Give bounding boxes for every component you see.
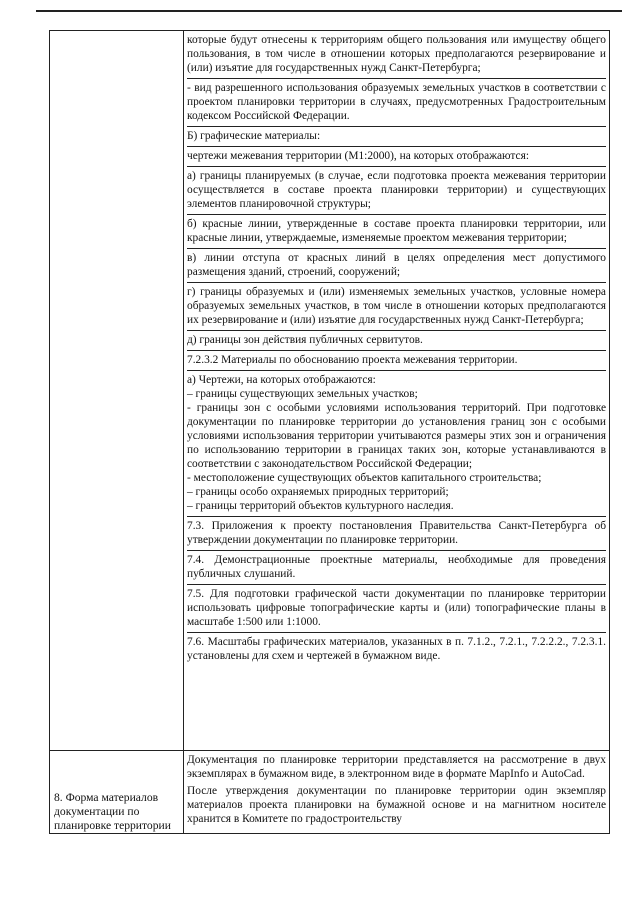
- row-label-cell: [50, 751, 184, 834]
- list-item: - местоположение существующих объектов капитального строительства;: [187, 472, 542, 484]
- paragraph: 7.6. Масштабы графических материалов, указанных в п. 7.1.2., 7.2.1., 7.2.2.2., 7.2.3.1. установлены для схем и чертежей в бумажном виде.: [187, 636, 606, 662]
- table-row: [50, 31, 610, 751]
- requirements-table: [49, 30, 610, 834]
- paragraph: - вид разрешенного использования образуемых земельных участков в соответствии с проектом планировки территории в случаях, предусмотренных Градостроительным кодексом Российской Федерации.: [187, 79, 606, 127]
- page-top-rule: [36, 10, 622, 12]
- table-row: [50, 751, 610, 834]
- paragraph: д) границы зон действия публичных сервитутов.: [187, 331, 606, 351]
- row-content-cell: [184, 31, 610, 751]
- paragraph: Документация по планировке территории представляется на рассмотрение в двух экземплярах в бумажном виде, в электронном виде в формате MapInfo и AutoCad.: [187, 754, 606, 780]
- paragraph: После утверждения документации по планировке территории один экземпляр материалов проекта планировки на бумажной основе и на магнитном носителе хранится в Комитете по градостроительству: [187, 785, 606, 825]
- paragraph: а) границы планируемых (в случае, если подготовка проекта межевания территории осуществляется в составе проекта планировки территории) и существующих элементов планировочной структуры;: [187, 167, 606, 215]
- paragraph: в) линии отступа от красных линий в целях определения мест допустимого размещения зданий, строений, сооружений;: [187, 249, 606, 283]
- list-item: – границы существующих земельных участков;: [187, 388, 418, 400]
- paragraph: б) красные линии, утвержденные в составе проекта планировки территории, или красные линии, утверждаемые, изменяемые проектом межевания территории;: [187, 215, 606, 249]
- paragraph: 7.3. Приложения к проекту постановления Правительства Санкт-Петербурга об утверждении документации по планировке территории.: [187, 517, 606, 551]
- paragraph: 7.4. Демонстрационные проектные материалы, необходимые для проведения публичных слушаний.: [187, 551, 606, 585]
- list-item: – границы особо охраняемых природных территорий;: [187, 486, 449, 498]
- paragraph: 7.5. Для подготовки графической части документации по планировке территории использовать цифровые топографические карты и (или) топографические планы в масштабе 1:500 или 1:1000.: [187, 585, 606, 633]
- list-item: а) Чертежи, на которых отображаются:: [187, 374, 376, 386]
- paragraph: Б) графические материалы:: [187, 127, 606, 147]
- row-content-cell: [184, 751, 610, 834]
- list-item: – границы территорий объектов культурного наследия.: [187, 500, 454, 512]
- row-label-cell: [50, 31, 184, 751]
- section-label: 8. Форма материалов документации по планировке территории: [54, 791, 171, 832]
- section-heading: 7.2.3.2 Материалы по обоснованию проекта межевания территории.: [187, 351, 606, 371]
- list-item: - границы зон с особыми условиями использования территорий. При подготовке документации по планировке территории до установления границ зон с особыми условиями использования территории учитываются размеры этих зон и ограничения по использованию территории в границах таких зон, которые устанавливаются в соответствии с законодательством Российской Федерации;: [187, 402, 606, 470]
- paragraph: г) границы образуемых и (или) изменяемых земельных участков, условные номера образуемых земельных участков, в том числе в отношении которых предполагаются их резервирование и (или) изъятие для государственных нужд Санкт-Петербурга;: [187, 283, 606, 331]
- paragraph: которые будут отнесены к территориям общего пользования или имуществу общего пользования, в том числе в отношении которых предполагаются резервирование и (или) изъятие для государственных нужд Санкт-Петербурга;: [187, 31, 606, 79]
- drawings-block: [187, 371, 606, 517]
- paragraph: чертежи межевания территории (М1:2000), на которых отображаются:: [187, 147, 606, 167]
